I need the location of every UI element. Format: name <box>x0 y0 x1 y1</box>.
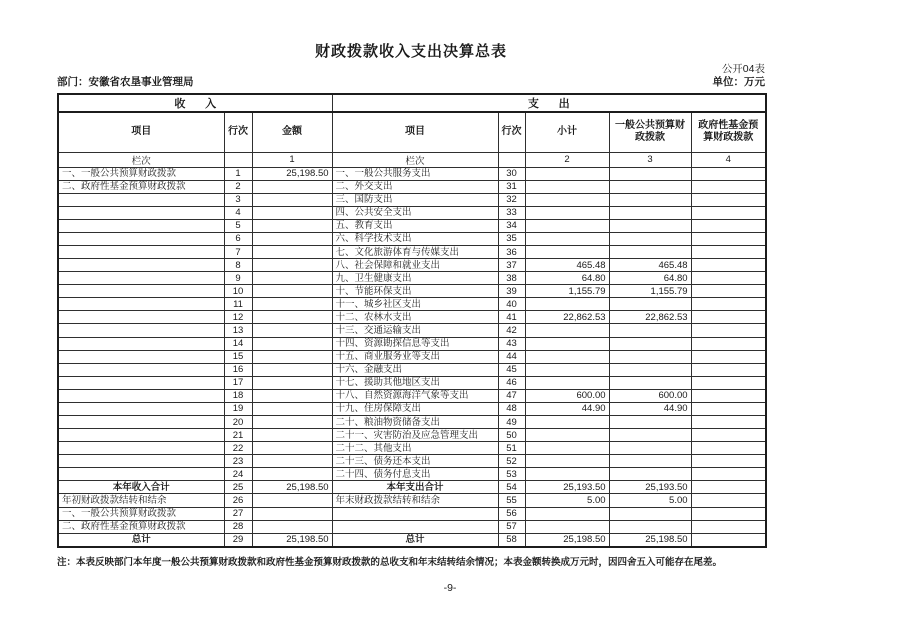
table-cell: 44.90 <box>525 402 609 415</box>
table-row <box>58 350 766 363</box>
table-cell <box>58 324 224 337</box>
table-cell: 14 <box>224 337 252 350</box>
table-cell <box>609 442 691 455</box>
table-cell <box>691 455 766 468</box>
column-header-row <box>58 112 766 152</box>
table-cell <box>609 219 691 232</box>
table-cell: 4 <box>224 206 252 219</box>
table-cell <box>691 167 766 180</box>
table-cell: 十二、农林水支出 <box>332 311 498 324</box>
table-cell <box>252 232 332 245</box>
table-cell: 50 <box>498 429 525 442</box>
table-cell: 25,193.50 <box>525 481 609 494</box>
table-row <box>58 245 766 258</box>
table-cell: 七、文化旅游体育与传媒支出 <box>332 245 498 258</box>
table-row <box>58 389 766 402</box>
table-code: 公开04表 <box>721 63 765 75</box>
table-cell: 48 <box>498 402 525 415</box>
table-cell: 35 <box>498 232 525 245</box>
table-cell <box>691 402 766 415</box>
table-cell: 15 <box>224 350 252 363</box>
table-cell: 二十、粮油物资储备支出 <box>332 415 498 428</box>
table-cell <box>252 363 332 376</box>
table-cell: 11 <box>224 298 252 311</box>
table-cell <box>609 167 691 180</box>
table-cell: 年末财政拨款结转和结余 <box>332 494 498 507</box>
table-cell <box>609 363 691 376</box>
table-cell <box>691 468 766 481</box>
table-cell <box>609 245 691 258</box>
table-row <box>58 455 766 468</box>
table-cell: 二、政府性基金预算财政拨款 <box>58 180 224 193</box>
table-cell <box>252 468 332 481</box>
table-cell: 3 <box>224 193 252 206</box>
table-cell: 38 <box>498 272 525 285</box>
table-cell: 40 <box>498 298 525 311</box>
table-row <box>58 259 766 272</box>
table-cell: 29 <box>224 533 252 547</box>
table-cell <box>609 193 691 206</box>
table-cell: 1 <box>224 167 252 180</box>
table-cell: 十、节能环保支出 <box>332 285 498 298</box>
page-number: -9- <box>443 582 457 594</box>
table-cell <box>609 324 691 337</box>
govt-fund-header: 政府性基金预算财政拨款 <box>691 112 766 152</box>
table-cell <box>332 507 498 520</box>
table-cell <box>609 415 691 428</box>
table-cell <box>691 298 766 311</box>
table-cell <box>525 415 609 428</box>
table-cell <box>252 442 332 455</box>
table-cell <box>525 429 609 442</box>
table-cell <box>609 298 691 311</box>
expense-subtotal-header: 小计 <box>525 112 609 152</box>
table-cell <box>525 167 609 180</box>
table-cell <box>691 206 766 219</box>
table-row <box>58 285 766 298</box>
table-cell <box>58 285 224 298</box>
table-cell: 三、国防支出 <box>332 193 498 206</box>
table-cell <box>252 298 332 311</box>
table-cell <box>58 337 224 350</box>
table-cell <box>609 337 691 350</box>
general-budget-header: 一般公共预算财政拨款 <box>609 112 691 152</box>
table-cell: 24 <box>224 468 252 481</box>
table-cell: 二十三、债务还本支出 <box>332 455 498 468</box>
table-cell <box>58 193 224 206</box>
table-cell <box>252 455 332 468</box>
lanci-cell: 栏次 <box>332 152 498 167</box>
table-cell <box>252 285 332 298</box>
table-cell: 64.80 <box>609 272 691 285</box>
page-title: 财政拨款收入支出决算总表 <box>314 43 507 60</box>
table-row <box>58 533 766 547</box>
table-cell <box>609 507 691 520</box>
table-cell <box>58 363 224 376</box>
lanci-cell: 2 <box>525 152 609 167</box>
table-cell: 44.90 <box>609 402 691 415</box>
table-row <box>58 232 766 245</box>
table-cell <box>252 520 332 533</box>
table-cell: 6 <box>224 232 252 245</box>
table-cell: 52 <box>498 455 525 468</box>
table-cell <box>691 311 766 324</box>
table-cell: 十九、住房保障支出 <box>332 402 498 415</box>
department-label: 部门：安徽省农垦事业管理局 <box>57 76 194 88</box>
table-cell: 5.00 <box>609 494 691 507</box>
table-cell: 十四、资源勘探信息等支出 <box>332 337 498 350</box>
table-cell <box>525 298 609 311</box>
table-cell: 31 <box>498 180 525 193</box>
table-row <box>58 376 766 389</box>
table-cell <box>58 415 224 428</box>
table-cell <box>252 376 332 389</box>
table-cell <box>609 206 691 219</box>
table-cell <box>691 389 766 402</box>
table-cell <box>609 350 691 363</box>
table-cell: 51 <box>498 442 525 455</box>
table-cell: 二十二、其他支出 <box>332 442 498 455</box>
expense-line-header: 行次 <box>498 112 525 152</box>
lanci-cell: 4 <box>691 152 766 167</box>
income-amount-header: 金额 <box>252 112 332 152</box>
table-cell: 34 <box>498 219 525 232</box>
table-body <box>58 167 766 547</box>
table-cell: 54 <box>498 481 525 494</box>
table-cell <box>525 363 609 376</box>
table-cell <box>58 350 224 363</box>
table-cell <box>691 285 766 298</box>
table-row <box>58 481 766 494</box>
table-cell: 42 <box>498 324 525 337</box>
table-cell: 1,155.79 <box>525 285 609 298</box>
table-row <box>58 468 766 481</box>
table-cell: 十八、自然资源海洋气象等支出 <box>332 389 498 402</box>
table-cell: 一、一般公共预算财政拨款 <box>58 507 224 520</box>
table-cell: 26 <box>224 494 252 507</box>
table-row <box>58 272 766 285</box>
table-cell: 58 <box>498 533 525 547</box>
table-cell: 五、教育支出 <box>332 219 498 232</box>
table-cell <box>691 429 766 442</box>
table-cell: 39 <box>498 285 525 298</box>
table-cell: 5 <box>224 219 252 232</box>
table-row <box>58 298 766 311</box>
table-cell: 四、公共安全支出 <box>332 206 498 219</box>
table-cell: 600.00 <box>525 389 609 402</box>
table-cell: 十一、城乡社区支出 <box>332 298 498 311</box>
table-cell: 37 <box>498 259 525 272</box>
table-cell <box>252 494 332 507</box>
table-cell <box>525 232 609 245</box>
table-cell <box>58 245 224 258</box>
table-cell <box>525 219 609 232</box>
table-cell <box>691 494 766 507</box>
table-cell <box>58 389 224 402</box>
table-cell <box>58 455 224 468</box>
lanci-cell: 栏次 <box>58 152 224 167</box>
table-cell <box>252 245 332 258</box>
table-cell <box>58 219 224 232</box>
table-cell: 36 <box>498 245 525 258</box>
table-cell <box>691 245 766 258</box>
table-row <box>58 520 766 533</box>
table-cell: 本年收入合计 <box>58 481 224 494</box>
table-row <box>58 494 766 507</box>
table-cell: 二十一、灾害防治及应急管理支出 <box>332 429 498 442</box>
table-cell: 57 <box>498 520 525 533</box>
table-cell <box>609 455 691 468</box>
section-header-row <box>58 94 766 112</box>
table-row <box>58 324 766 337</box>
document-content <box>57 0 765 569</box>
table-cell <box>691 350 766 363</box>
table-cell <box>58 468 224 481</box>
table-cell: 八、社会保障和就业支出 <box>332 259 498 272</box>
table-cell: 一、一般公共服务支出 <box>332 167 498 180</box>
table-cell <box>332 520 498 533</box>
table-row <box>58 415 766 428</box>
table-cell <box>58 298 224 311</box>
table-row <box>58 402 766 415</box>
fiscal-table <box>57 93 767 548</box>
table-cell: 47 <box>498 389 525 402</box>
table-cell: 43 <box>498 337 525 350</box>
table-cell: 25,198.50 <box>252 533 332 547</box>
footnote: 注：本表反映部门本年度一般公共预算财政拨款和政府性基金预算财政拨款的总收支和年末结转结余情况；本表金额转换成万元时，因四舍五入可能存在尾差。 <box>57 557 723 568</box>
table-cell: 13 <box>224 324 252 337</box>
table-cell <box>58 259 224 272</box>
table-cell: 56 <box>498 507 525 520</box>
table-row <box>58 193 766 206</box>
table-cell: 465.48 <box>609 259 691 272</box>
table-row <box>58 167 766 180</box>
table-cell <box>691 415 766 428</box>
table-cell <box>252 272 332 285</box>
table-cell <box>691 193 766 206</box>
table-row <box>58 442 766 455</box>
table-cell: 年初财政拨款结转和结余 <box>58 494 224 507</box>
lanci-cell <box>224 152 252 167</box>
table-cell <box>525 520 609 533</box>
table-cell: 十五、商业服务业等支出 <box>332 350 498 363</box>
table-cell <box>609 232 691 245</box>
table-cell: 25,193.50 <box>609 481 691 494</box>
table-cell: 28 <box>224 520 252 533</box>
table-row <box>58 219 766 232</box>
table-cell: 2 <box>224 180 252 193</box>
table-cell <box>525 468 609 481</box>
expense-item-header: 项目 <box>332 112 498 152</box>
table-cell: 十三、交通运输支出 <box>332 324 498 337</box>
table-cell: 总计 <box>332 533 498 547</box>
table-cell: 22,862.53 <box>609 311 691 324</box>
table-cell: 二、政府性基金预算财政拨款 <box>58 520 224 533</box>
table-cell: 32 <box>498 193 525 206</box>
table-cell: 46 <box>498 376 525 389</box>
table-cell <box>58 232 224 245</box>
income-line-header: 行次 <box>224 112 252 152</box>
table-row <box>58 311 766 324</box>
table-cell <box>58 429 224 442</box>
table-cell <box>525 245 609 258</box>
meta-row <box>57 76 765 89</box>
table-cell <box>691 507 766 520</box>
table-cell <box>525 350 609 363</box>
table-cell: 7 <box>224 245 252 258</box>
table-cell: 465.48 <box>525 259 609 272</box>
table-cell <box>525 376 609 389</box>
table-cell: 22 <box>224 442 252 455</box>
table-cell <box>691 481 766 494</box>
table-cell: 本年支出合计 <box>332 481 498 494</box>
table-cell: 十六、金融支出 <box>332 363 498 376</box>
table-cell <box>58 272 224 285</box>
table-cell <box>525 180 609 193</box>
table-cell: 45 <box>498 363 525 376</box>
table-cell: 十七、援助其他地区支出 <box>332 376 498 389</box>
table-cell <box>525 442 609 455</box>
table-cell: 30 <box>498 167 525 180</box>
table-cell <box>252 259 332 272</box>
table-row <box>58 363 766 376</box>
table-cell <box>252 324 332 337</box>
table-cell: 1,155.79 <box>609 285 691 298</box>
table-cell <box>609 468 691 481</box>
table-cell: 25,198.50 <box>252 167 332 180</box>
table-cell <box>58 376 224 389</box>
lanci-cell: 1 <box>252 152 332 167</box>
table-cell <box>691 232 766 245</box>
table-cell <box>252 415 332 428</box>
table-cell <box>58 311 224 324</box>
table-cell <box>691 376 766 389</box>
table-cell: 九、卫生健康支出 <box>332 272 498 285</box>
lanci-cell <box>498 152 525 167</box>
table-cell: 10 <box>224 285 252 298</box>
table-cell <box>252 193 332 206</box>
table-cell <box>609 429 691 442</box>
table-cell <box>691 219 766 232</box>
table-cell: 25,198.50 <box>609 533 691 547</box>
table-cell <box>691 272 766 285</box>
table-cell <box>252 389 332 402</box>
table-cell: 17 <box>224 376 252 389</box>
table-cell: 5.00 <box>525 494 609 507</box>
table-cell: 二、外交支出 <box>332 180 498 193</box>
table-cell <box>691 520 766 533</box>
table-cell: 9 <box>224 272 252 285</box>
table-cell <box>525 337 609 350</box>
table-cell: 49 <box>498 415 525 428</box>
table-cell <box>691 363 766 376</box>
table-cell: 22,862.53 <box>525 311 609 324</box>
table-cell: 19 <box>224 402 252 415</box>
table-cell: 20 <box>224 415 252 428</box>
table-row <box>58 206 766 219</box>
table-cell <box>252 219 332 232</box>
table-cell: 一、一般公共预算财政拨款 <box>58 167 224 180</box>
table-cell <box>252 180 332 193</box>
table-cell: 12 <box>224 311 252 324</box>
expense-section-header: 支出 <box>332 94 766 112</box>
table-cell <box>691 337 766 350</box>
table-cell <box>525 193 609 206</box>
table-cell <box>691 324 766 337</box>
table-cell: 64.80 <box>525 272 609 285</box>
table-cell <box>691 259 766 272</box>
income-item-header: 项目 <box>58 112 224 152</box>
table-row <box>58 507 766 520</box>
table-cell <box>252 337 332 350</box>
table-cell: 25,198.50 <box>252 481 332 494</box>
table-cell <box>691 180 766 193</box>
table-row <box>58 429 766 442</box>
table-cell <box>525 455 609 468</box>
table-cell: 33 <box>498 206 525 219</box>
table-cell <box>252 311 332 324</box>
table-cell: 600.00 <box>609 389 691 402</box>
table-cell <box>525 324 609 337</box>
table-cell <box>609 376 691 389</box>
table-cell <box>58 442 224 455</box>
unit-label: 单位：万元 <box>712 76 765 88</box>
table-cell: 六、科学技术支出 <box>332 232 498 245</box>
table-cell <box>691 533 766 547</box>
table-row <box>58 337 766 350</box>
table-cell <box>252 206 332 219</box>
table-cell: 21 <box>224 429 252 442</box>
table-cell <box>252 402 332 415</box>
table-cell <box>609 180 691 193</box>
table-cell <box>252 429 332 442</box>
income-section-header: 收入 <box>58 94 332 112</box>
table-cell <box>252 507 332 520</box>
table-cell: 总计 <box>58 533 224 547</box>
table-cell: 55 <box>498 494 525 507</box>
table-cell <box>691 442 766 455</box>
table-cell: 44 <box>498 350 525 363</box>
table-cell: 25,198.50 <box>525 533 609 547</box>
table-row <box>58 180 766 193</box>
table-cell <box>525 507 609 520</box>
table-cell: 18 <box>224 389 252 402</box>
table-cell: 23 <box>224 455 252 468</box>
table-cell: 53 <box>498 468 525 481</box>
table-cell <box>609 520 691 533</box>
column-index-row <box>58 152 766 167</box>
lanci-cell: 3 <box>609 152 691 167</box>
table-cell: 27 <box>224 507 252 520</box>
table-cell <box>58 206 224 219</box>
table-cell: 41 <box>498 311 525 324</box>
table-cell <box>252 350 332 363</box>
table-cell: 二十四、债务付息支出 <box>332 468 498 481</box>
table-cell <box>58 402 224 415</box>
table-cell: 25 <box>224 481 252 494</box>
table-cell: 16 <box>224 363 252 376</box>
table-cell <box>525 206 609 219</box>
table-cell: 8 <box>224 259 252 272</box>
